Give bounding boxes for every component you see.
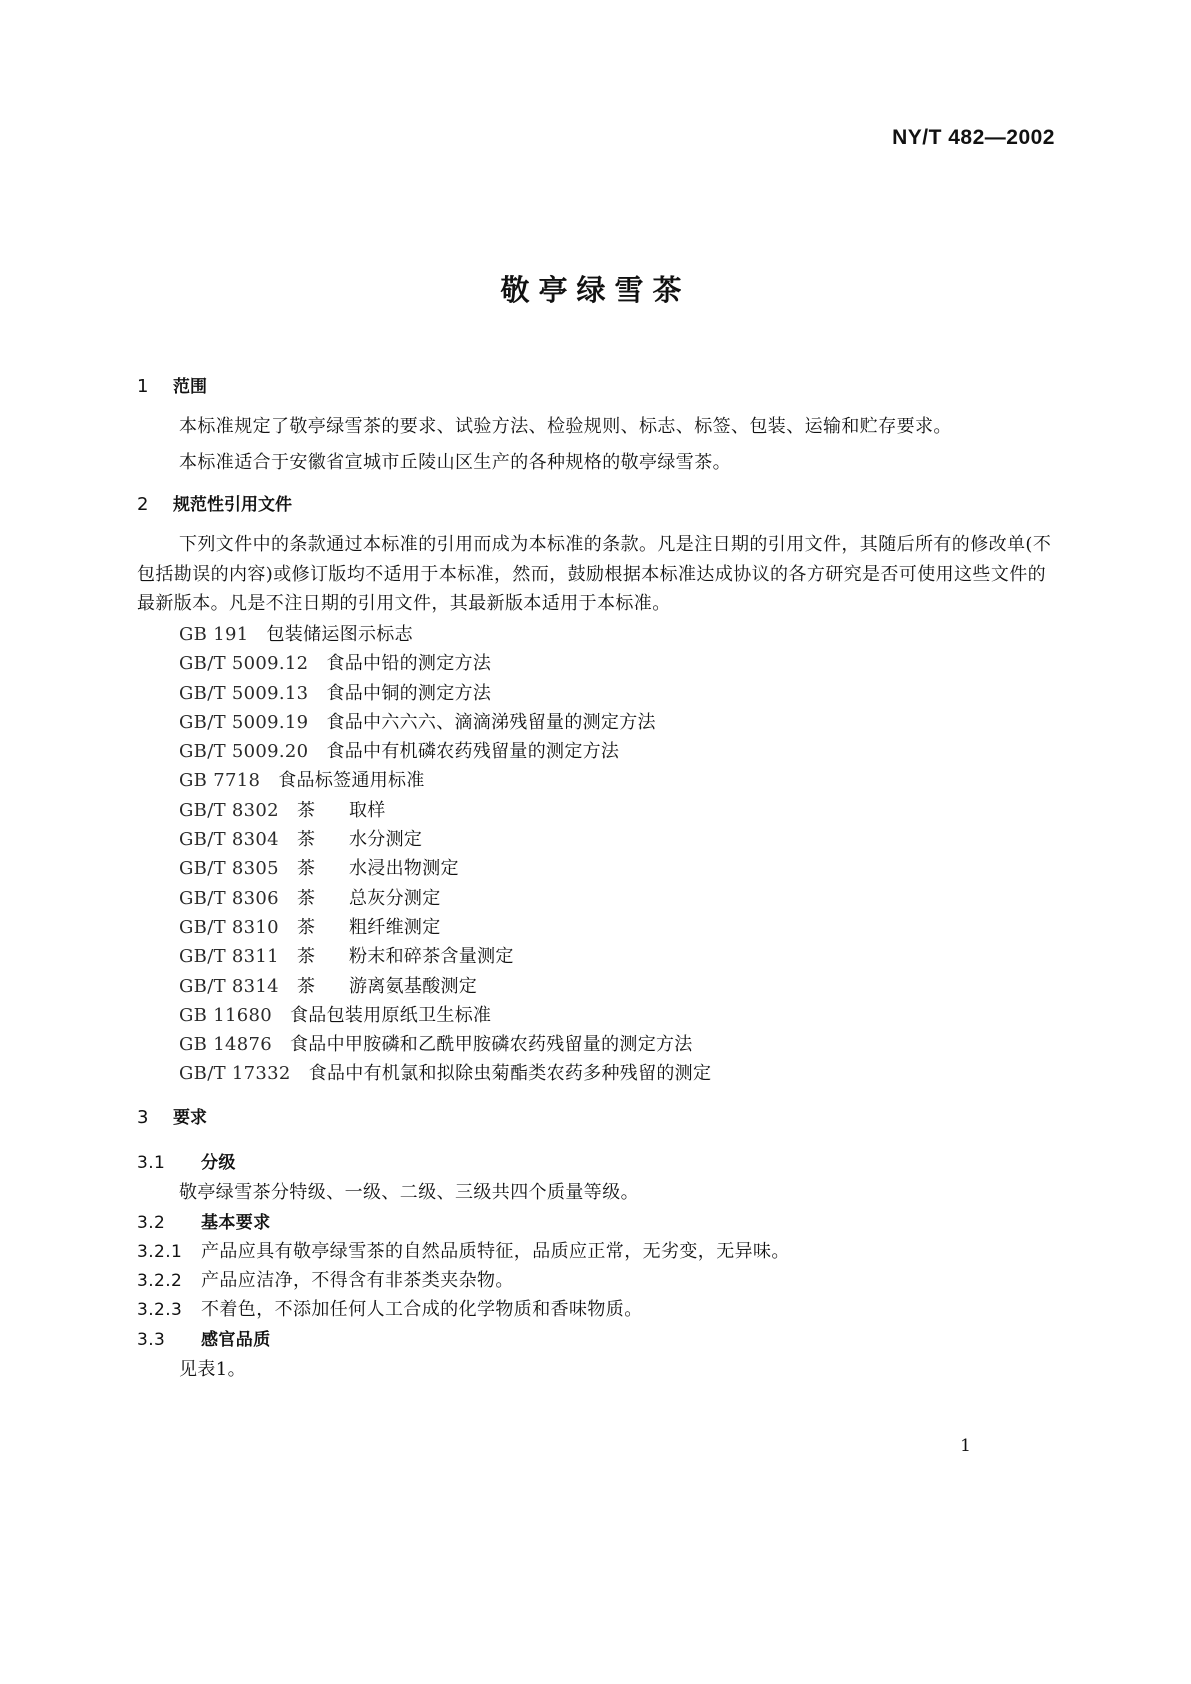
clause-title: 基本要求 — [201, 1213, 271, 1233]
reference-subject: 茶 — [297, 887, 316, 909]
reference-title: 水分测定 — [349, 829, 423, 851]
section-number: 1 — [137, 376, 149, 397]
reference-item — [179, 737, 711, 766]
reference-title: 包装储运图示标志 — [266, 624, 413, 645]
reference-item — [179, 1001, 711, 1030]
reference-subject: 茶 — [297, 975, 316, 997]
clause-text: 产品应洁净，不得含有非茶类夹杂物。 — [201, 1270, 514, 1291]
reference-item — [179, 796, 711, 825]
clause-number: 3.2.3 — [137, 1300, 183, 1320]
reference-title: 游离氨基酸测定 — [349, 975, 478, 997]
reference-title: 食品标签通用标准 — [278, 770, 425, 792]
clause-3-2-heading — [137, 1208, 271, 1233]
section-3-heading — [137, 1103, 207, 1128]
reference-item — [179, 679, 711, 708]
reference-title: 总灰分测定 — [349, 887, 441, 909]
standard-number: NY/T 482—2002 — [892, 126, 1055, 149]
page-number: 1 — [960, 1436, 971, 1456]
document-title: 敬亭绿雪茶 — [500, 273, 691, 307]
clause-number: 3.2 — [137, 1213, 166, 1233]
reference-item — [179, 972, 711, 1001]
reference-code: GB/T 8304 — [179, 829, 279, 851]
section-title: 范围 — [173, 377, 207, 397]
reference-code: GB 7718 — [179, 770, 261, 792]
reference-subject: 茶 — [297, 858, 316, 880]
reference-code: GB/T 8314 — [179, 975, 279, 997]
reference-title: 食品包装用原纸卫生标准 — [290, 1004, 492, 1026]
scope-paragraph-2: 本标准适合于安徽省宣城市丘陵山区生产的各种规格的敬亭绿雪茶。 — [179, 452, 731, 473]
reference-code: GB/T 5009.13 — [179, 682, 309, 704]
clause-title: 感官品质 — [201, 1330, 271, 1350]
clause-3-1-heading — [137, 1148, 236, 1173]
reference-item — [179, 649, 711, 678]
clause-3-2-2 — [137, 1266, 514, 1292]
section-title: 规范性引用文件 — [173, 495, 292, 515]
clause-title: 分级 — [201, 1153, 236, 1173]
clause-3-2-1 — [137, 1237, 790, 1263]
reference-code: GB 14876 — [179, 1034, 272, 1056]
clause-text: 产品应具有敬亭绿雪茶的自然品质特征，品质应正常，无劣变，无异味。 — [201, 1241, 790, 1262]
clause-number: 3.2.1 — [137, 1242, 183, 1262]
reference-item — [179, 620, 711, 649]
reference-item — [179, 1030, 711, 1059]
reference-code: GB 11680 — [179, 1004, 272, 1026]
reference-item — [179, 766, 711, 795]
reference-title: 食品中有机磷农药残留量的测定方法 — [326, 741, 620, 763]
reference-title: 食品中六六六、滴滴涕残留量的测定方法 — [326, 711, 656, 733]
reference-subject: 茶 — [297, 829, 316, 851]
clause-text: 不着色，不添加任何人工合成的化学物质和香味物质。 — [201, 1299, 643, 1320]
reference-item — [179, 913, 711, 942]
section-1-heading — [137, 372, 207, 397]
reference-code: GB/T 5009.19 — [179, 711, 309, 733]
clause-3-3-heading — [137, 1325, 271, 1350]
clause-number: 3.2.2 — [137, 1271, 183, 1291]
reference-code: GB/T 8306 — [179, 887, 279, 909]
reference-item — [179, 708, 711, 737]
reference-title: 粉末和碎茶含量测定 — [349, 946, 514, 968]
reference-title: 食品中甲胺磷和乙酰甲胺磷农药残留量的测定方法 — [290, 1034, 693, 1056]
reference-title: 粗纤维测定 — [349, 916, 441, 938]
reference-item — [179, 884, 711, 913]
reference-code: GB/T 8305 — [179, 858, 279, 880]
reference-code: GB 191 — [179, 624, 249, 645]
section-number: 2 — [137, 494, 149, 515]
reference-code: GB/T 17332 — [179, 1063, 291, 1085]
reference-subject: 茶 — [297, 799, 316, 821]
reference-title: 取样 — [349, 799, 386, 821]
reference-code: GB/T 8302 — [179, 799, 279, 821]
reference-item — [179, 825, 711, 854]
reference-item — [179, 854, 711, 883]
sensory-quality-text: 见表1。 — [179, 1359, 247, 1380]
clause-3-2-3 — [137, 1295, 643, 1321]
reference-title: 食品中有机氯和拟除虫菊酯类农药多种残留的测定 — [308, 1063, 712, 1085]
clause-number: 3.3 — [137, 1330, 166, 1350]
reference-title: 水浸出物测定 — [349, 858, 459, 880]
reference-list — [179, 620, 711, 1089]
reference-code: GB/T 8311 — [179, 946, 279, 968]
reference-title: 食品中铜的测定方法 — [326, 682, 492, 704]
scope-paragraph-1: 本标准规定了敬亭绿雪茶的要求、试验方法、检验规则、标志、标签、包装、运输和贮存要求。 — [179, 416, 952, 437]
reference-code: GB/T 5009.20 — [179, 741, 309, 763]
grading-text: 敬亭绿雪茶分特级、一级、二级、三级共四个质量等级。 — [179, 1182, 639, 1203]
normative-references-intro: 下列文件中的条款通过本标准的引用而成为本标准的条款。凡是注日期的引用文件，其随后所有的修改单(不包括勘误的内容)或修订版均不适用于本标准，然而，鼓励根据本标准达成协议的各方研究是否可使用这些文件的最新版本。凡是不注日期的引用文件，其最新版本适用于本标准。 — [137, 534, 1052, 614]
reference-code: GB/T 5009.12 — [179, 653, 309, 675]
reference-item — [179, 1059, 711, 1088]
reference-subject: 茶 — [297, 916, 316, 938]
section-title: 要求 — [173, 1108, 207, 1128]
section-number: 3 — [137, 1107, 149, 1128]
reference-title: 食品中铅的测定方法 — [326, 653, 492, 675]
section-2-heading — [137, 490, 292, 515]
reference-code: GB/T 8310 — [179, 916, 279, 938]
clause-number: 3.1 — [137, 1153, 166, 1173]
reference-subject: 茶 — [297, 946, 316, 968]
reference-item — [179, 942, 711, 971]
